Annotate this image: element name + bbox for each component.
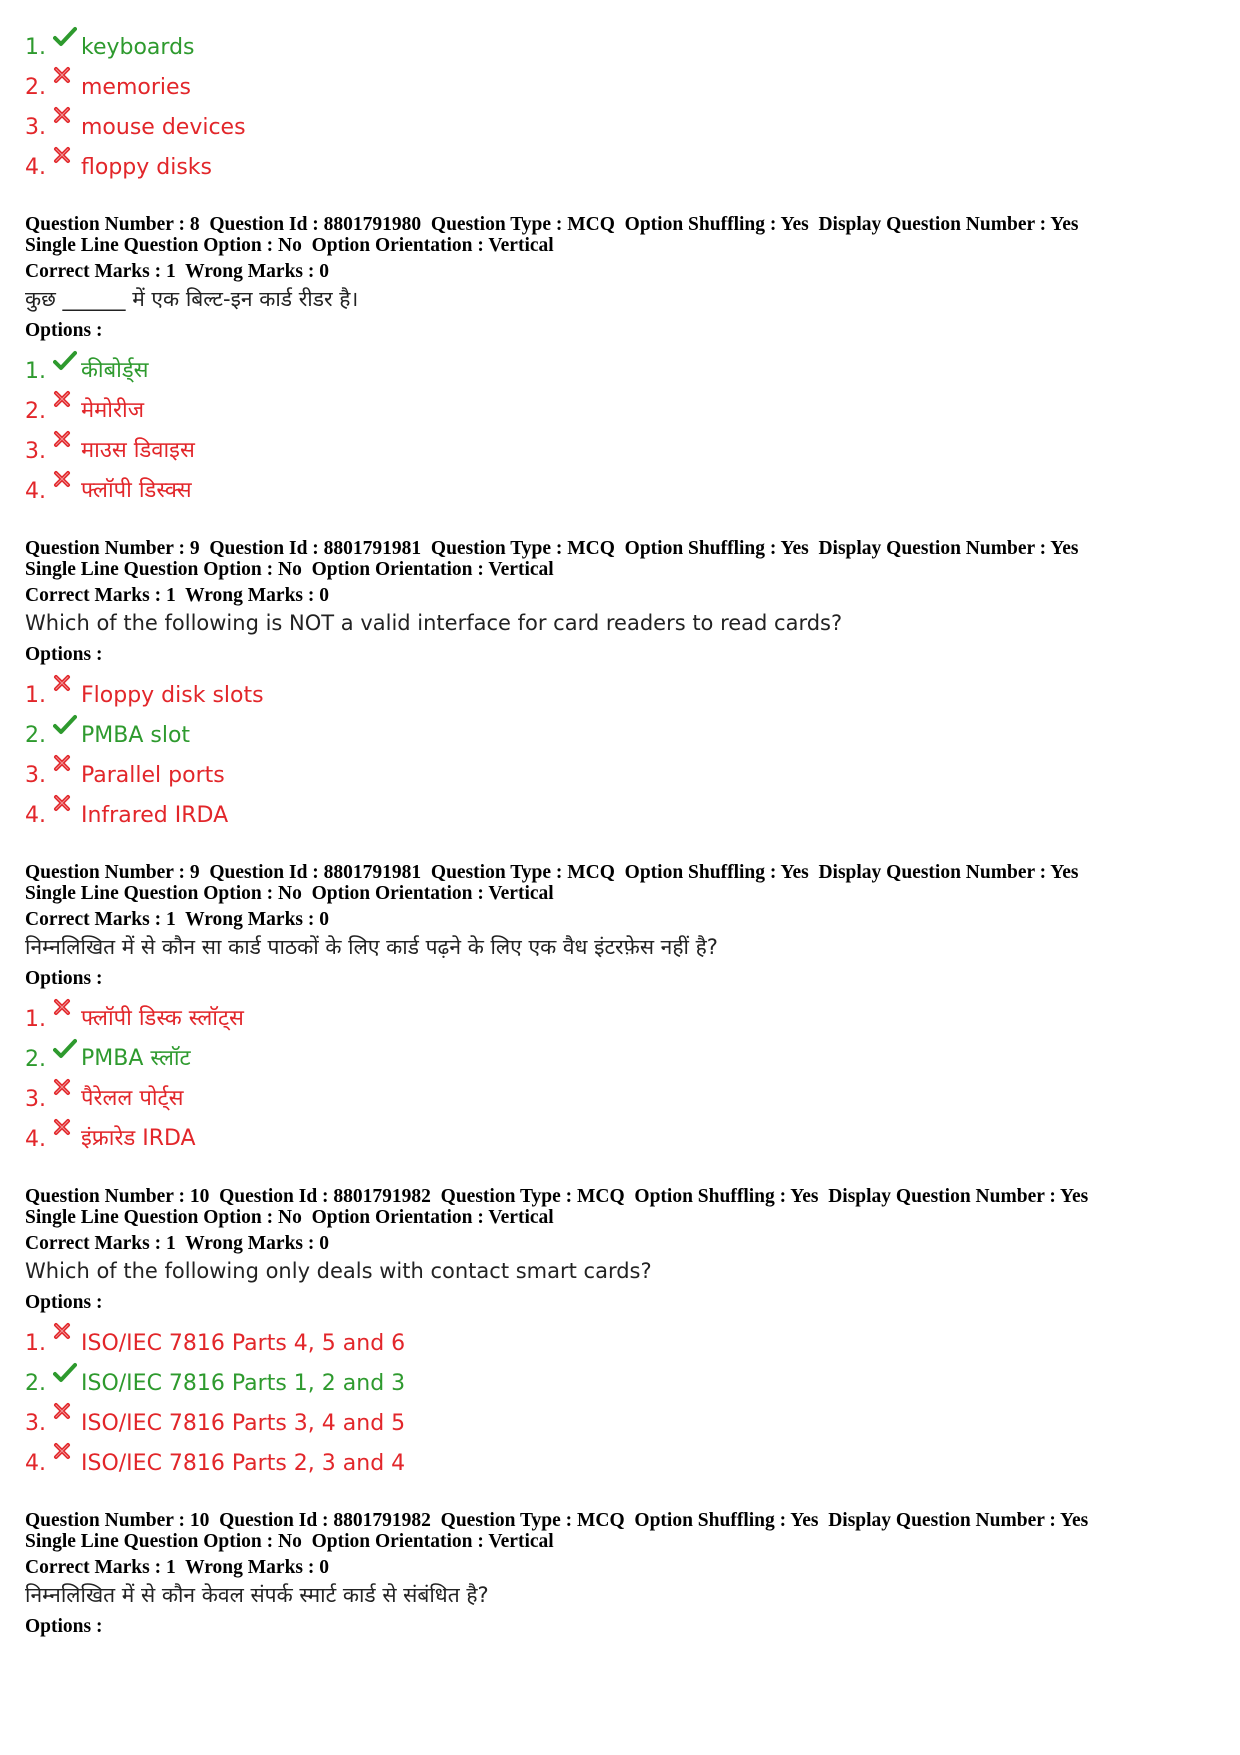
cross-icon — [53, 674, 81, 700]
cross-icon — [53, 146, 81, 172]
cross-icon — [53, 1118, 81, 1144]
option-number: 1. — [25, 35, 46, 60]
option-number: 1. — [25, 359, 46, 384]
question-header-line1: Question Number : 9 Question Id : 8801791981 Question Type : MCQ Option Shuffling : Yes Display Question Number : Yes — [25, 862, 1079, 883]
cross-icon — [53, 754, 81, 780]
option-item-2 — [25, 384, 1215, 424]
option-number: 3. — [25, 115, 46, 140]
cross-icon — [53, 430, 81, 456]
option-number: 4. — [25, 1451, 46, 1476]
options-list — [25, 668, 1215, 828]
question-header-line2: Single Line Question Option : No Option Orientation : Vertical — [25, 883, 554, 904]
option-number: 1. — [25, 1007, 46, 1032]
question-block — [25, 538, 1215, 828]
option-text: keyboards — [81, 35, 195, 60]
options-label: Options : — [25, 1292, 103, 1313]
question-block — [25, 1510, 1215, 1640]
cross-icon — [53, 1442, 81, 1468]
cross-icon — [53, 390, 81, 416]
question-text: कुछ ______ में एक बिल्ट-इन कार्ड रीडर है। — [25, 287, 359, 311]
option-number: 3. — [25, 1411, 46, 1436]
cross-icon — [53, 794, 81, 820]
option-text: PMBA slot — [81, 723, 191, 748]
option-number: 1. — [25, 1331, 46, 1356]
option-text: ISO/IEC 7816 Parts 3, 4 and 5 — [81, 1411, 406, 1436]
option-text: PMBA स्लॉट — [81, 1046, 191, 1071]
question-header-line2: Single Line Question Option : No Option Orientation : Vertical — [25, 235, 554, 256]
option-number: 4. — [25, 479, 46, 504]
questions-container — [25, 214, 1215, 1640]
option-text: फ्लॉपी डिस्क्स — [81, 478, 192, 503]
options-list — [25, 344, 1215, 504]
option-item-2 — [25, 708, 1215, 748]
option-item-4 — [25, 1436, 1215, 1476]
question-header-line1: Question Number : 9 Question Id : 8801791981 Question Type : MCQ Option Shuffling : Yes Display Question Number : Yes — [25, 538, 1079, 559]
options-label: Options : — [25, 1616, 103, 1637]
options-list — [25, 992, 1215, 1152]
option-item-1 — [25, 1316, 1215, 1356]
option-number: 3. — [25, 763, 46, 788]
option-text: memories — [81, 75, 192, 100]
option-number: 4. — [25, 155, 46, 180]
option-text: कीबोर्ड्स — [81, 358, 149, 383]
option-item-2 — [25, 1356, 1215, 1396]
cross-icon — [53, 106, 81, 132]
question-text: Which of the following only deals with contact smart cards? — [25, 1259, 652, 1283]
check-icon — [53, 26, 81, 52]
option-number: 4. — [25, 803, 46, 828]
option-text: माउस डिवाइस — [81, 438, 195, 463]
option-item-4 — [25, 1112, 1215, 1152]
cross-icon — [53, 998, 81, 1024]
check-icon — [53, 1038, 81, 1064]
question-text: निम्नलिखित में से कौन सा कार्ड पाठकों के लिए कार्ड पढ़ने के लिए एक वैध इंटरफ़ेस नहीं है? — [25, 935, 718, 959]
marks-line: Correct Marks : 1 Wrong Marks : 0 — [25, 909, 330, 930]
check-icon — [53, 350, 81, 376]
option-text: ISO/IEC 7816 Parts 1, 2 and 3 — [81, 1371, 406, 1396]
option-item-1 — [25, 20, 1215, 60]
option-item-3 — [25, 424, 1215, 464]
cross-icon — [53, 470, 81, 496]
option-item-3 — [25, 748, 1215, 788]
option-item-4 — [25, 464, 1215, 504]
options-label: Options : — [25, 320, 103, 341]
option-number: 1. — [25, 683, 46, 708]
question-header-line1: Question Number : 8 Question Id : 8801791980 Question Type : MCQ Option Shuffling : Yes Display Question Number : Yes — [25, 214, 1079, 235]
option-text: floppy disks — [81, 155, 213, 180]
options-list — [25, 1316, 1215, 1476]
check-icon — [53, 1362, 81, 1388]
cross-icon — [53, 1322, 81, 1348]
option-number: 2. — [25, 1371, 46, 1396]
option-item-4 — [25, 788, 1215, 828]
option-text: ISO/IEC 7816 Parts 4, 5 and 6 — [81, 1331, 406, 1356]
option-number: 3. — [25, 439, 46, 464]
question-text: Which of the following is NOT a valid interface for card readers to read cards? — [25, 611, 843, 635]
option-number: 2. — [25, 75, 46, 100]
options-label: Options : — [25, 968, 103, 989]
cross-icon — [53, 1402, 81, 1428]
question-text: निम्नलिखित में से कौन केवल संपर्क स्मार्ट कार्ड से संबंधित है? — [25, 1583, 489, 1607]
question-block — [25, 1186, 1215, 1476]
question-header-line2: Single Line Question Option : No Option Orientation : Vertical — [25, 1531, 554, 1552]
cross-icon — [53, 1078, 81, 1104]
option-item-2 — [25, 1032, 1215, 1072]
question-header-line2: Single Line Question Option : No Option Orientation : Vertical — [25, 559, 554, 580]
check-icon — [53, 714, 81, 740]
option-item-4 — [25, 140, 1215, 180]
option-number: 2. — [25, 1047, 46, 1072]
question-header-line2: Single Line Question Option : No Option Orientation : Vertical — [25, 1207, 554, 1228]
option-number: 3. — [25, 1087, 46, 1112]
question-block — [25, 862, 1215, 1152]
option-number: 4. — [25, 1127, 46, 1152]
question-header-line1: Question Number : 10 Question Id : 8801791982 Question Type : MCQ Option Shuffling : Yes Display Question Number : Yes — [25, 1186, 1089, 1207]
marks-line: Correct Marks : 1 Wrong Marks : 0 — [25, 261, 330, 282]
option-text: mouse devices — [81, 115, 246, 140]
option-item-3 — [25, 1396, 1215, 1436]
option-text: Floppy disk slots — [81, 683, 264, 708]
option-number: 2. — [25, 723, 46, 748]
marks-line: Correct Marks : 1 Wrong Marks : 0 — [25, 585, 330, 606]
question-header-line1: Question Number : 10 Question Id : 8801791982 Question Type : MCQ Option Shuffling : Yes Display Question Number : Yes — [25, 1510, 1089, 1531]
option-item-1 — [25, 992, 1215, 1032]
options-list — [25, 20, 1215, 180]
option-text: मेमोरीज — [81, 398, 145, 423]
option-text: ISO/IEC 7816 Parts 2, 3 and 4 — [81, 1451, 406, 1476]
marks-line: Correct Marks : 1 Wrong Marks : 0 — [25, 1233, 330, 1254]
option-item-1 — [25, 668, 1215, 708]
option-text: फ्लॉपी डिस्क स्लॉट्स — [81, 1006, 244, 1031]
option-text: इंफ्रारेड IRDA — [81, 1126, 196, 1151]
option-text: Parallel ports — [81, 763, 225, 788]
option-item-3 — [25, 100, 1215, 140]
question-block — [25, 214, 1215, 504]
question-paper-page — [25, 20, 1215, 1640]
options-label: Options : — [25, 644, 103, 665]
option-item-2 — [25, 60, 1215, 100]
cross-icon — [53, 66, 81, 92]
option-text: Infrared IRDA — [81, 803, 229, 828]
option-text: पैरेलल पोर्ट्स — [81, 1086, 184, 1111]
option-item-1 — [25, 344, 1215, 384]
option-number: 2. — [25, 399, 46, 424]
option-item-3 — [25, 1072, 1215, 1112]
marks-line: Correct Marks : 1 Wrong Marks : 0 — [25, 1557, 330, 1578]
